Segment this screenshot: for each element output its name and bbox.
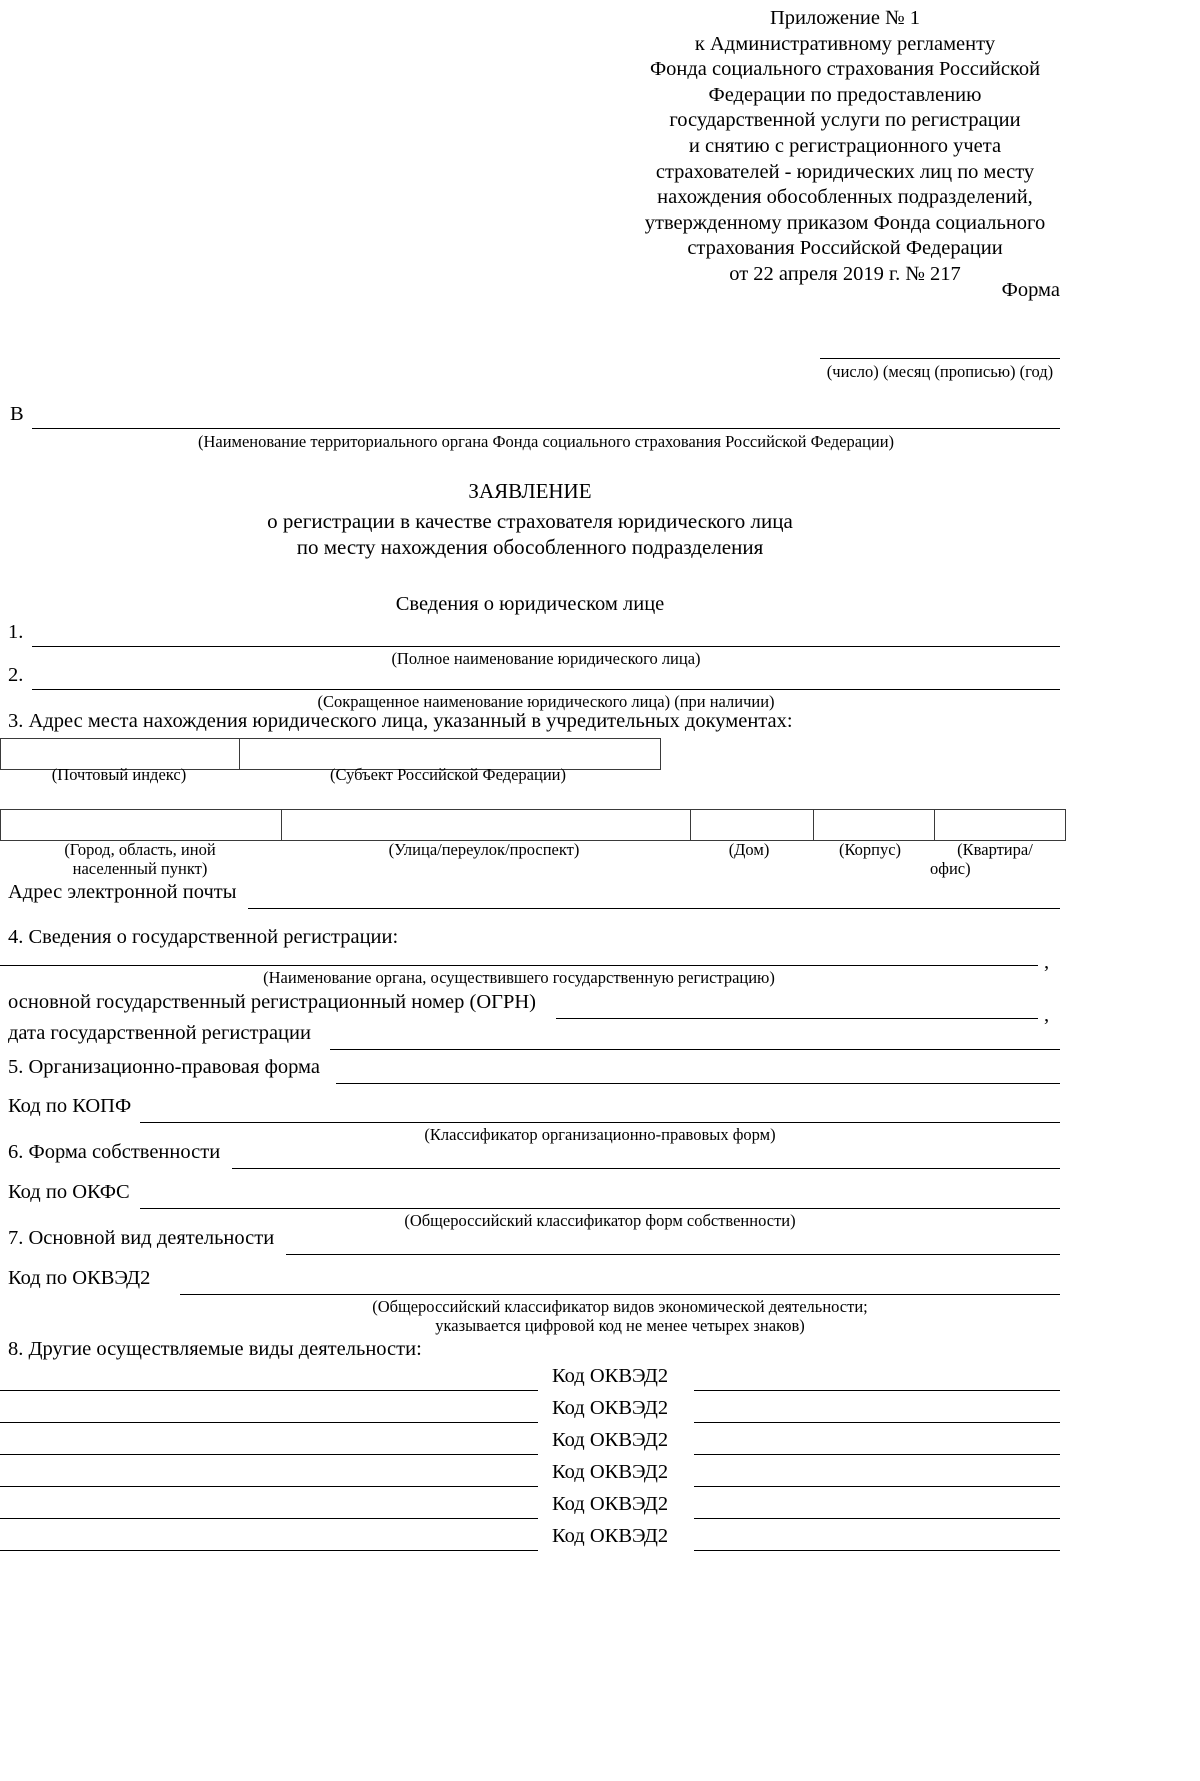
header-line-8: нахождения обособленных подразделений, <box>657 186 1033 209</box>
item-8-activity-line-6[interactable] <box>0 1550 538 1551</box>
item-8-code-label-2: Код ОКВЭД2 <box>552 1397 669 1419</box>
item-8-code-line-3[interactable] <box>694 1454 1060 1455</box>
item-5-label: 5. Организационно-правовая форма <box>8 1056 320 1078</box>
item-7-code-label: Код по ОКВЭД2 <box>8 1267 151 1289</box>
house-caption: (Дом) <box>728 840 770 859</box>
item-6-code-label: Код по ОКФС <box>8 1181 130 1203</box>
item-6-code-input-line[interactable] <box>140 1208 1060 1209</box>
building-caption: (Корпус) <box>838 840 902 859</box>
item-8-label: 8. Другие осуществляемые виды деятельности: <box>8 1338 422 1360</box>
item-1-number: 1. <box>8 621 24 643</box>
postal-index-caption: (Почтовый индекс) <box>51 765 187 784</box>
item-6-caption: (Общероссийский классификатор форм собственности) <box>404 1211 796 1230</box>
item-3-label: 3. Адрес места нахождения юридического лица, указанный в учредительных документах: <box>8 710 793 732</box>
item-8-code-line-5[interactable] <box>694 1518 1060 1519</box>
item-8-code-label-4: Код ОКВЭД2 <box>552 1461 669 1483</box>
item-8-code-label-3: Код ОКВЭД2 <box>552 1429 669 1451</box>
city-cell[interactable] <box>1 810 282 841</box>
item-5-caption: (Классификатор организационно-правовых форм) <box>424 1125 776 1144</box>
item-2-caption: (Сокращенное наименование юридического лица) (при наличии) <box>317 692 775 711</box>
addressee-caption: (Наименование территориального органа Фонда социального страхования Российской Федерации) <box>197 432 895 451</box>
item-4-comma-1: , <box>1044 951 1050 973</box>
item-8-code-line-6[interactable] <box>694 1550 1060 1551</box>
item-4-org-input-line[interactable] <box>0 965 1038 966</box>
header-line-11: от 22 апреля 2019 г. № 217 <box>729 262 961 285</box>
item-4-date-input-line[interactable] <box>330 1049 1060 1050</box>
item-8-activity-line-4[interactable] <box>0 1486 538 1487</box>
page-subtitle-2: по месту нахождения обособленного подразделения <box>296 535 764 559</box>
item-7-input-line[interactable] <box>286 1254 1060 1255</box>
email-input-line[interactable] <box>248 908 1060 909</box>
item-5-code-label: Код по КОПФ <box>8 1095 132 1117</box>
apartment-caption-line1: (Квартира/ <box>957 840 1033 859</box>
page-subtitle-1: о регистрации в качестве страхователя юридического лица <box>267 509 793 533</box>
item-8-activity-line-5[interactable] <box>0 1518 538 1519</box>
city-caption-line2: населенный пункт) <box>72 859 208 878</box>
header-line-5: государственной услуги по регистрации <box>669 109 1021 132</box>
item-6-input-line[interactable] <box>232 1168 1060 1169</box>
item-2-number: 2. <box>8 664 24 686</box>
apartment-caption-line2: офис) <box>930 859 971 878</box>
addressee-prefix: В <box>10 403 24 425</box>
table-row <box>1 810 1066 841</box>
item-4-comma-2: , <box>1044 1004 1050 1026</box>
header-line-4: Федерации по предоставлению <box>708 83 982 106</box>
apartment-cell[interactable] <box>935 810 1066 841</box>
item-8-code-label-6: Код ОКВЭД2 <box>552 1525 669 1547</box>
item-7-caption-line2: указывается цифровой код не менее четырех знаков) <box>435 1316 805 1335</box>
item-1-caption: (Полное наименование юридического лица) <box>391 649 701 668</box>
item-8-code-line-4[interactable] <box>694 1486 1060 1487</box>
item-7-label: 7. Основной вид деятельности <box>8 1227 275 1249</box>
page-title: ЗАЯВЛЕНИЕ <box>468 479 592 503</box>
street-cell[interactable] <box>282 810 691 841</box>
street-caption: (Улица/переулок/проспект) <box>388 840 580 859</box>
building-cell[interactable] <box>814 810 935 841</box>
item-4-ogrn-input-line[interactable] <box>556 1018 1038 1019</box>
item-8-code-line-1[interactable] <box>694 1390 1060 1391</box>
house-cell[interactable] <box>691 810 814 841</box>
item-2-input-line[interactable] <box>32 689 1060 690</box>
item-5-input-line[interactable] <box>336 1083 1060 1084</box>
item-4-date-label: дата государственной регистрации <box>8 1022 311 1044</box>
item-1-input-line[interactable] <box>32 646 1060 647</box>
subject-caption: (Субъект Российской Федерации) <box>330 765 566 784</box>
item-6-label: 6. Форма собственности <box>8 1141 221 1163</box>
item-4-org-caption: (Наименование органа, осуществившего государственную регистрацию) <box>263 968 775 987</box>
item-8-code-line-2[interactable] <box>694 1422 1060 1423</box>
item-7-code-input-line[interactable] <box>180 1294 1060 1295</box>
item-8-code-label-1: Код ОКВЭД2 <box>552 1365 669 1387</box>
item-7-caption-line1: (Общероссийский классификатор видов экономической деятельности; <box>372 1297 868 1316</box>
item-8-activity-line-3[interactable] <box>0 1454 538 1455</box>
header-line-10: страхования Российской Федерации <box>687 237 1003 260</box>
email-label: Адрес электронной почты <box>8 881 237 903</box>
item-8-activity-line-2[interactable] <box>0 1422 538 1423</box>
header-line-6: и снятию с регистрационного учета <box>688 134 1002 157</box>
item-4-ogrn-label: основной государственный регистрационный номер (ОГРН) <box>8 991 537 1013</box>
header-line-1: Приложение № 1 <box>769 7 921 29</box>
header-line-9: утвержденному приказом Фонда социального <box>644 211 1046 234</box>
form-label: Форма <box>1001 279 1060 301</box>
addressee-input-line[interactable] <box>32 428 1060 429</box>
date-caption: (число) (месяц (прописью) (год) <box>826 362 1054 381</box>
item-8-code-label-5: Код ОКВЭД2 <box>552 1493 669 1515</box>
city-caption-line1: (Город, область, иной <box>64 840 216 859</box>
item-8-activity-line-1[interactable] <box>0 1390 538 1391</box>
date-input-line[interactable] <box>820 358 1060 359</box>
header-line-3: Фонда социального страхования Российской <box>649 58 1041 81</box>
address-table-row2 <box>0 809 1066 841</box>
section-heading-legal-entity: Сведения о юридическом лице <box>395 593 665 615</box>
header-line-7: страхователей - юридических лиц по месту <box>655 160 1035 183</box>
item-5-code-input-line[interactable] <box>140 1122 1060 1123</box>
header-line-2: к Административному регламенту <box>694 32 996 55</box>
appendix-header <box>610 6 1080 288</box>
item-4-label: 4. Сведения о государственной регистрации: <box>8 926 399 948</box>
